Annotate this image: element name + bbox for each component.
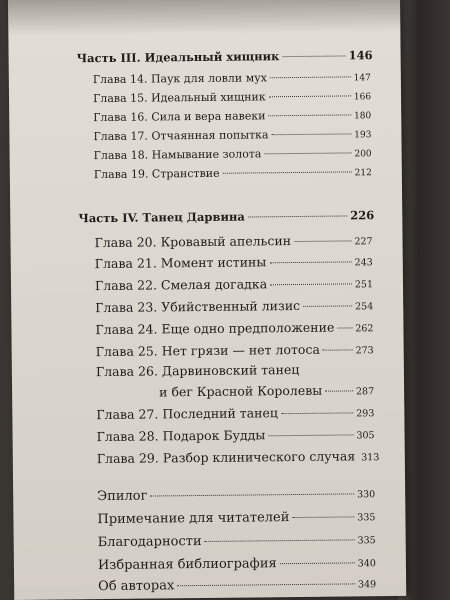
leader-dots — [292, 516, 354, 518]
toc-entry — [11, 253, 373, 272]
toc-entry — [9, 89, 371, 106]
entry-title: Благодарности — [97, 534, 202, 551]
leader-dots — [270, 283, 352, 285]
toc-entry — [11, 275, 373, 294]
page-number: 212 — [354, 168, 372, 179]
leader-dots — [325, 390, 353, 391]
toc-entry — [11, 319, 373, 338]
page-number: 305 — [356, 430, 375, 442]
page-number: 200 — [354, 149, 372, 160]
page-number: 262 — [355, 323, 374, 335]
leader-dots — [248, 215, 347, 217]
leader-dots — [269, 114, 352, 116]
book-page — [8, 0, 406, 600]
leader-dots — [268, 434, 353, 436]
toc-entry — [9, 108, 371, 125]
toc-entry-acknowledgements — [14, 532, 376, 551]
page-number: 251 — [354, 279, 374, 291]
leader-dots — [281, 412, 353, 414]
page-number: 243 — [354, 257, 373, 269]
leader-dots — [294, 240, 351, 242]
chapter-title: Глава 24. Еще одно предположение — [95, 319, 335, 338]
leader-dots — [269, 261, 351, 263]
toc-entry-note — [13, 509, 375, 528]
chapter-title: Глава 18. Намывание золота — [93, 147, 262, 163]
toc-entry — [12, 404, 374, 423]
leader-dots — [177, 583, 355, 586]
chapter-title: Глава 20. Кровавый апельсин — [94, 233, 292, 251]
page-number: 335 — [357, 535, 376, 547]
leader-dots — [270, 76, 351, 78]
page-number: 146 — [348, 48, 373, 63]
chapter-title: Глава 21. Момент истины — [94, 254, 267, 272]
page-number: 293 — [356, 408, 375, 420]
page-number: 287 — [355, 386, 375, 398]
chapter-title: Глава 19. Странствие — [93, 166, 220, 182]
leader-dots — [150, 493, 354, 496]
page-number: 226 — [350, 208, 375, 223]
leader-dots — [272, 133, 352, 135]
toc-entry-authors — [14, 576, 376, 595]
part-title: Часть IV. Танец Дарвина — [78, 209, 245, 226]
toc-entry — [9, 127, 371, 144]
chapter-title-line-2: и бег Красной Королевы — [159, 382, 323, 400]
chapter-title: Глава 22. Смелая догадка — [94, 276, 268, 294]
chapter-title: Глава 16. Сила и вера навеки — [93, 109, 266, 125]
entry-title: Примечание для читателей — [97, 510, 290, 528]
toc-entry — [13, 448, 380, 467]
page-number: 340 — [357, 558, 376, 570]
toc-entry-epilogue — [13, 486, 375, 505]
entry-title: Избранная библиография — [97, 556, 277, 574]
chapter-title: Глава 23. Убийственный лизис — [95, 297, 301, 316]
toc-entry — [10, 232, 372, 251]
chapter-title: Глава 29. Разбор клинического случая — [96, 448, 356, 467]
page-number: 166 — [353, 92, 372, 103]
page-number: 180 — [353, 111, 372, 122]
entry-title: Об авторах — [98, 578, 175, 595]
entry-title: Эпилог — [97, 488, 148, 505]
page-number: 313 — [361, 452, 380, 464]
page-number: 147 — [353, 73, 371, 84]
chapter-title: Глава 14. Паук для ловли мух — [92, 71, 268, 87]
chapter-title: Глава 28. Подарок Будды — [96, 427, 266, 445]
page-shadow — [8, 0, 400, 36]
toc-part-4 — [10, 208, 374, 226]
chapter-title: Глава 15. Идеальный хищник — [92, 90, 266, 106]
leader-dots — [280, 562, 355, 564]
background-edge — [398, 0, 450, 600]
page-number: 193 — [354, 130, 372, 141]
leader-dots — [303, 305, 352, 307]
chapter-title-line-1: Глава 26. Дарвиновский танец — [95, 361, 300, 380]
leader-dots — [337, 327, 352, 328]
chapter-title: Глава 25. Нет грязи — нет лотоса — [95, 341, 320, 360]
page-number: 254 — [355, 301, 374, 313]
toc-entry — [12, 382, 374, 401]
leader-dots — [282, 55, 345, 57]
leader-dots — [223, 171, 352, 173]
leader-dots — [205, 539, 355, 542]
toc-entry — [10, 146, 372, 163]
toc-entry — [13, 426, 375, 445]
toc-entry — [10, 165, 372, 182]
toc-entry — [12, 341, 374, 360]
toc-entry-bibliography — [14, 555, 376, 574]
chapter-title: Глава 27. Последний танец — [96, 405, 278, 423]
page-number: 330 — [357, 489, 376, 501]
chapter-title: Глава 17. Отчаянная попытка — [93, 128, 269, 144]
leader-dots — [269, 95, 351, 97]
toc-entry — [11, 297, 373, 316]
part-title: Часть III. Идеальный хищник — [76, 49, 280, 66]
page-number: 227 — [354, 236, 373, 248]
toc-part-3 — [9, 48, 373, 66]
page-number: 335 — [357, 512, 376, 524]
page-number: 349 — [357, 579, 377, 591]
toc-entry — [9, 70, 371, 87]
page-number: 273 — [355, 345, 374, 357]
leader-dots — [264, 152, 351, 154]
leader-dots — [323, 349, 353, 350]
